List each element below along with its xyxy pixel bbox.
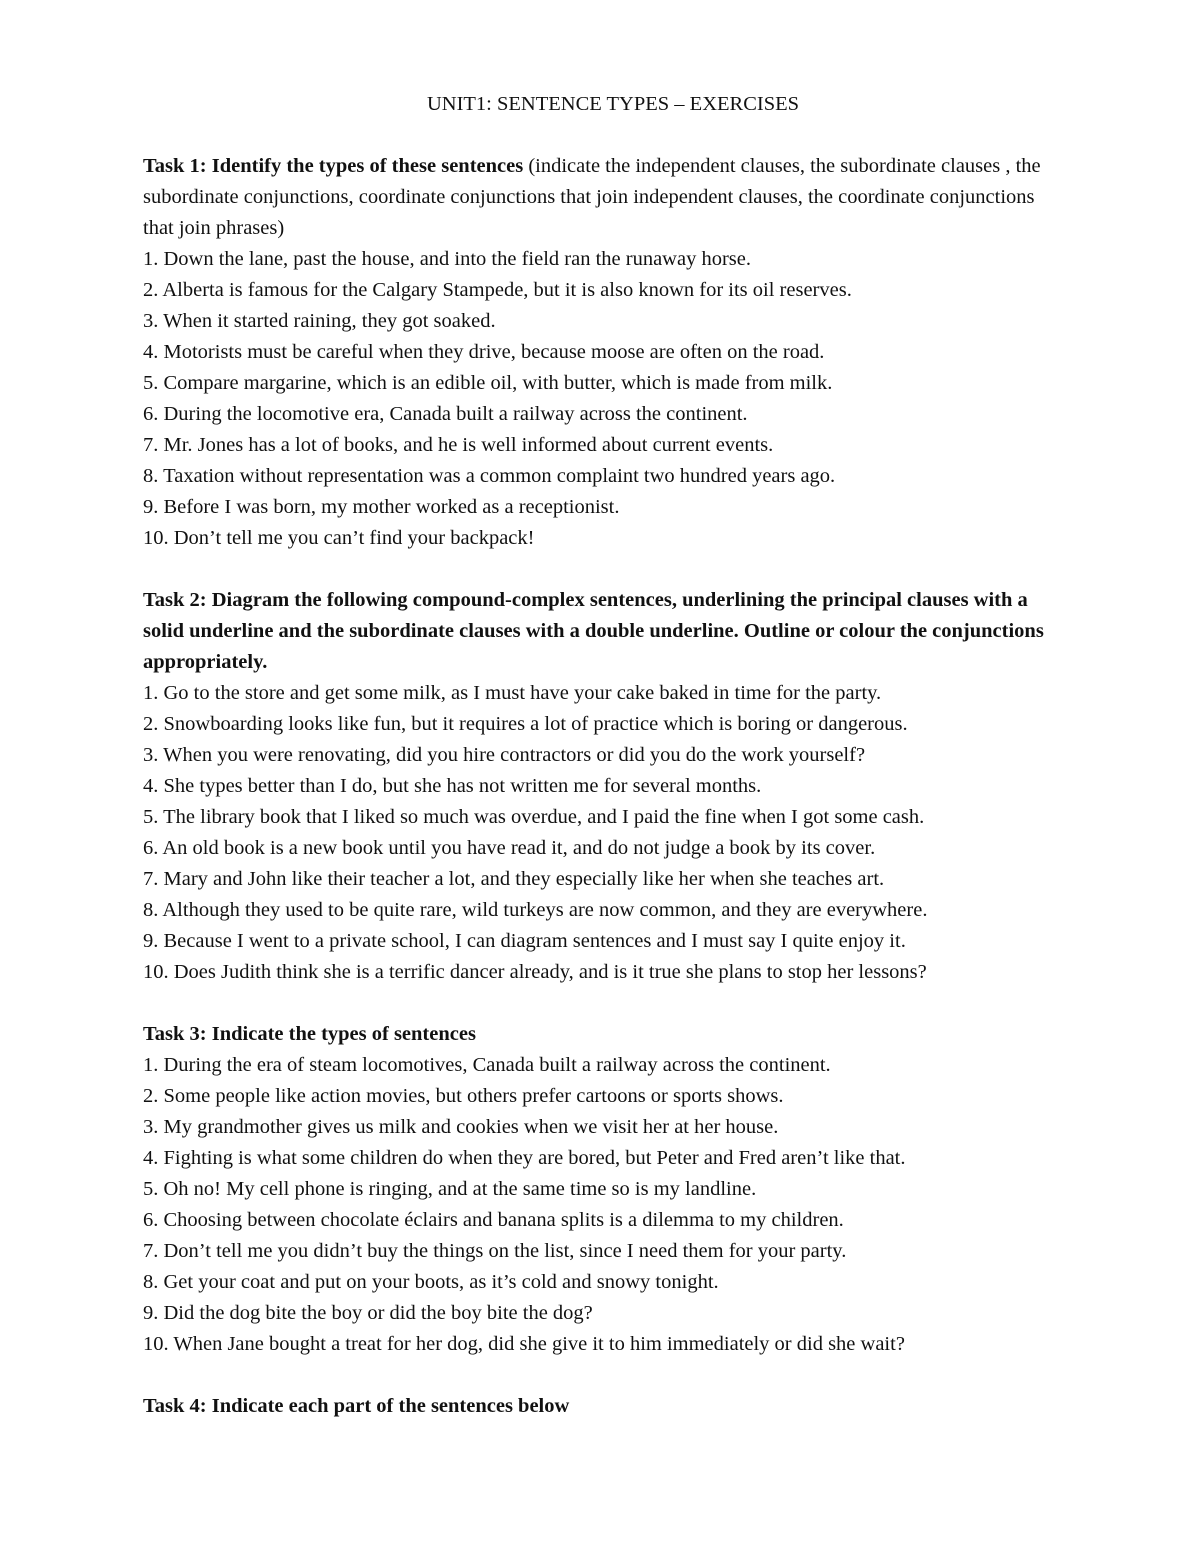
spacer (143, 554, 1063, 585)
task-4-section (143, 1391, 1063, 1422)
list-item: 5. Compare margarine, which is an edible oil, with butter, which is made from milk. (143, 372, 833, 394)
task-4-heading (143, 1391, 1063, 1422)
list-item: 1. Down the lane, past the house, and into the field ran the runaway horse. (143, 248, 751, 270)
task-3-section (143, 1019, 1063, 1360)
task-2-heading (143, 585, 1063, 678)
task-4-heading-bold: Task 4: Indicate each part of the sentences below (143, 1395, 570, 1417)
task-2-section (143, 585, 1063, 988)
list-item: 6. An old book is a new book until you have read it, and do not judge a book by its cover. (143, 837, 876, 859)
list-item: 4. She types better than I do, but she has not written me for several months. (143, 775, 762, 797)
list-item: 2. Snowboarding looks like fun, but it requires a lot of practice which is boring or dangerous. (143, 713, 908, 735)
list-item: 6. During the locomotive era, Canada built a railway across the continent. (143, 403, 748, 425)
task-1-heading-bold: Task 1: Identify the types of these sentences (143, 155, 524, 177)
list-item: 6. Choosing between chocolate éclairs and banana splits is a dilemma to my children. (143, 1209, 844, 1231)
spacer (143, 988, 1063, 1019)
list-item: 3. When it started raining, they got soaked. (143, 310, 496, 332)
list-item: 10. Don’t tell me you can’t find your backpack! (143, 527, 535, 549)
task-3-heading-bold: Task 3: Indicate the types of sentences (143, 1023, 476, 1045)
task-3-list (143, 1050, 1063, 1360)
list-item: 7. Mr. Jones has a lot of books, and he is well informed about current events. (143, 434, 774, 456)
list-item: 5. The library book that I liked so much was overdue, and I paid the fine when I got some cash. (143, 806, 925, 828)
list-item: 1. During the era of steam locomotives, Canada built a railway across the continent. (143, 1054, 831, 1076)
list-item: 4. Fighting is what some children do when they are bored, but Peter and Fred aren’t like that. (143, 1147, 906, 1169)
task-2-heading-bold: Task 2: Diagram the following compound-complex sentences, underlining the principal clauses with a solid underline and the subordinate clauses with a double underline. Outline or colour the conjunctions appropriately. (143, 589, 1044, 673)
task-3-heading (143, 1019, 1063, 1050)
list-item: 9. Did the dog bite the boy or did the boy bite the dog? (143, 1302, 593, 1324)
list-item: 3. My grandmother gives us milk and cookies when we visit her at her house. (143, 1116, 779, 1138)
list-item: 3. When you were renovating, did you hire contractors or did you do the work yourself? (143, 744, 866, 766)
document-page (143, 89, 1063, 1422)
task-2-list (143, 678, 1063, 988)
list-item: 7. Mary and John like their teacher a lot, and they especially like her when she teaches art. (143, 868, 885, 890)
task-1-heading-instructions: (indicate the independent clauses, the subordinate clauses , the subordinate conjunctions, coordinate conjunctions that join independent clauses, the coordinate conjunctions that join phrases) (143, 155, 1041, 239)
list-item: 2. Some people like action movies, but others prefer cartoons or sports shows. (143, 1085, 784, 1107)
list-item: 10. Does Judith think she is a terrific dancer already, and is it true she plans to stop her lessons? (143, 961, 927, 983)
task-1-heading (143, 151, 1063, 244)
task-1-section (143, 151, 1063, 554)
list-item: 7. Don’t tell me you didn’t buy the things on the list, since I need them for your party. (143, 1240, 847, 1262)
list-item: 8. Although they used to be quite rare, wild turkeys are now common, and they are everywhere. (143, 899, 928, 921)
list-item: 10. When Jane bought a treat for her dog, did she give it to him immediately or did she wait? (143, 1333, 905, 1355)
list-item: 8. Taxation without representation was a common complaint two hundred years ago. (143, 465, 836, 487)
spacer (143, 1360, 1063, 1391)
spacer (143, 120, 1063, 151)
list-item: 5. Oh no! My cell phone is ringing, and at the same time so is my landline. (143, 1178, 757, 1200)
list-item: 9. Before I was born, my mother worked as a receptionist. (143, 496, 620, 518)
task-1-list (143, 244, 1063, 554)
document-title: UNIT1: SENTENCE TYPES – EXERCISES (426, 93, 800, 115)
list-item: 8. Get your coat and put on your boots, as it’s cold and snowy tonight. (143, 1271, 719, 1293)
list-item: 2. Alberta is famous for the Calgary Stampede, but it is also known for its oil reserves. (143, 279, 852, 301)
list-item: 9. Because I went to a private school, I can diagram sentences and I must say I quite enjoy it. (143, 930, 906, 952)
list-item: 1. Go to the store and get some milk, as I must have your cake baked in time for the party. (143, 682, 882, 704)
list-item: 4. Motorists must be careful when they drive, because moose are often on the road. (143, 341, 825, 363)
